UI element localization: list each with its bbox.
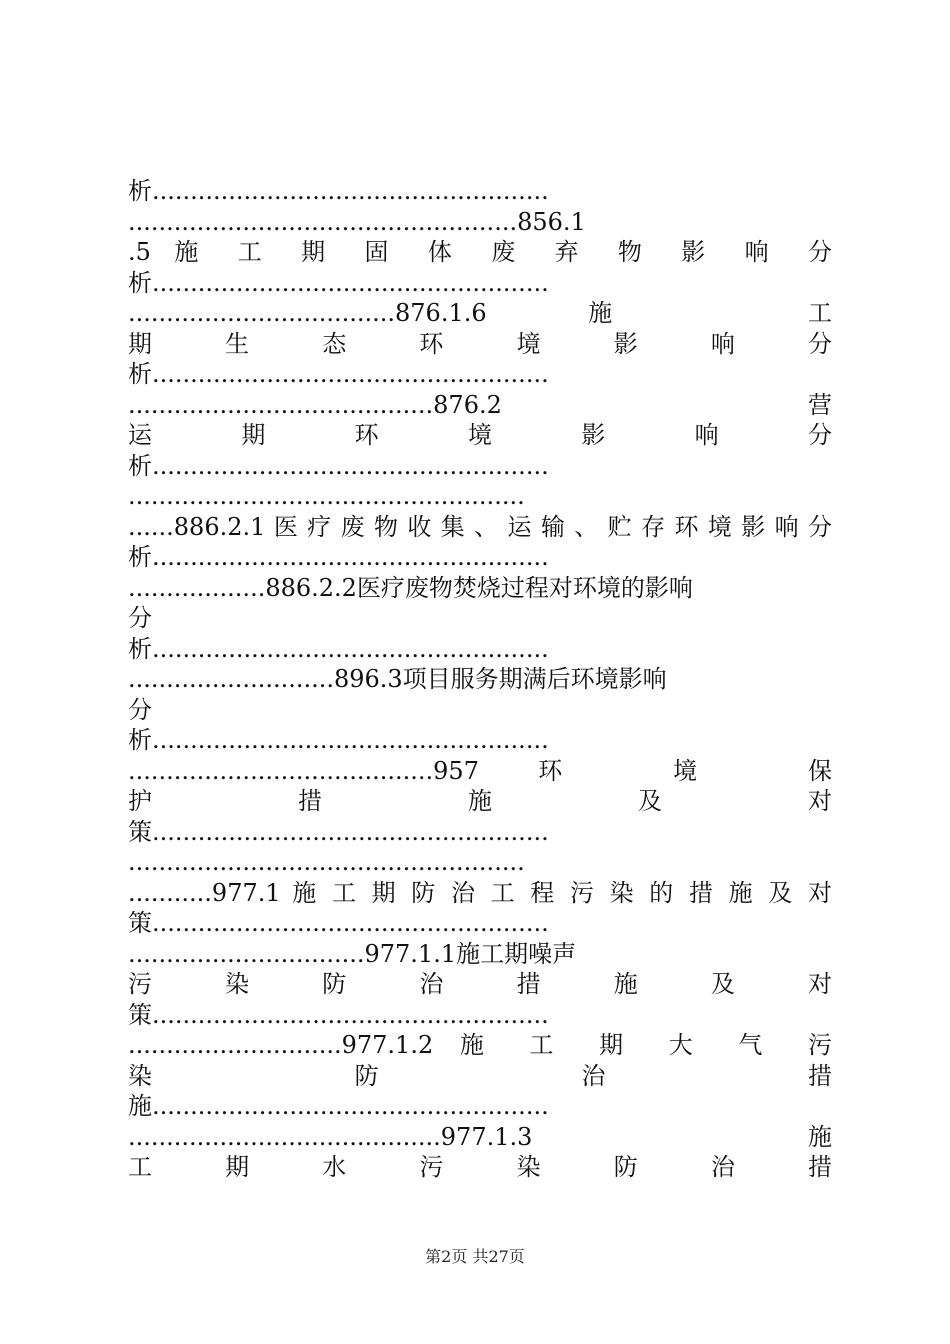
toc-line: ............................977.1.2 施 工 期 大 气 污 [128, 1031, 832, 1059]
toc-line: ...................................876.1.6 施 工 [128, 299, 832, 327]
toc-line: 析.................................................... [128, 177, 549, 205]
toc-line: .5 施 工 期 固 体 废 弃 物 影 响 分 [128, 238, 832, 266]
toc-line: 析.................................................... [128, 451, 549, 480]
toc-line: 析.................................................... [128, 726, 549, 754]
toc-line: ......886.2.1 医 疗 废 物 收 集 、 运 输 、 贮 存 环 境 影 响 分 [128, 512, 832, 541]
toc-line: 护 措 施 及 对 [128, 787, 832, 815]
toc-line: ...........977.1 施 工 期 防 治 工 程 污 染 的 措 施 及 对 [128, 878, 832, 907]
toc-line: 运 期 环 境 影 响 分 [128, 421, 832, 449]
toc-line: 析.................................................... [128, 543, 549, 571]
page-footer: 第2页 共27页 [425, 1247, 525, 1266]
toc-line: 期 生 态 环 境 影 响 分 [128, 329, 832, 358]
toc-line: 析.................................................... [128, 634, 549, 663]
toc-line: ...............................977.1.1施工期噪声 [128, 939, 577, 968]
toc-line: ...........................896.3项目服务期满后环境影响 [128, 665, 667, 693]
toc-line: 染 防 治 措 [128, 1061, 832, 1090]
toc-line: 污 染 防 治 措 施 及 对 [128, 970, 832, 998]
toc-line: .........................................977.1.3 施 [128, 1122, 832, 1151]
toc-line: ........................................957 环 境 保 [128, 756, 832, 785]
toc-line: 分 [128, 604, 152, 632]
toc-line: 析.................................................... [128, 360, 549, 388]
toc-line: 策.................................................... [128, 817, 549, 846]
toc-line: 析.................................................... [128, 268, 549, 297]
toc-line: ..................886.2.2医疗废物焚烧过程对环境的影响 [128, 573, 693, 602]
toc-line: 分 [128, 695, 152, 724]
toc-line: 策.................................................... [128, 1000, 549, 1029]
toc-line: 工 期 水 污 染 防 治 措 [128, 1153, 832, 1181]
document-body [128, 176, 832, 1183]
toc-line: .................................................... [128, 848, 525, 876]
toc-line: ........................................876.2 营 [128, 390, 832, 419]
toc-line: ...................................................856.1 [128, 207, 586, 236]
toc-line: 施.................................................... [128, 1092, 549, 1120]
toc-line: .................................................... [128, 482, 525, 510]
toc-line: 策.................................................... [128, 909, 549, 937]
